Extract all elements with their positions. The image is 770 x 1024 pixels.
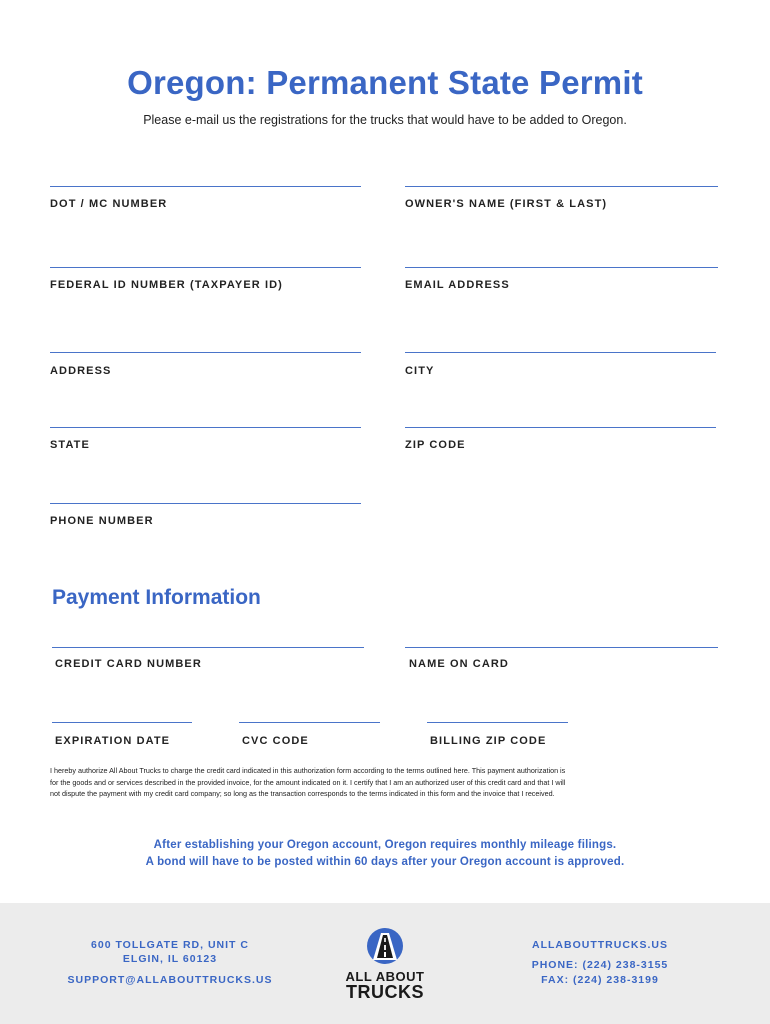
footer-address-line2: ELGIN, IL 60123	[122, 953, 218, 965]
phone-field[interactable]	[50, 503, 361, 504]
note-bond: A bond will have to be posted within 60 days after your Oregon account is approved.	[145, 856, 625, 868]
phone-label: PHONE NUMBER	[50, 515, 154, 527]
state-field[interactable]	[50, 427, 361, 428]
authorization-line: not dispute the payment with my credit card company; so long as the transaction corresponds to the terms indicated in this form and the invoice that I received.	[50, 789, 555, 798]
name-on-card-label: NAME ON CARD	[409, 658, 509, 670]
authorization-line: I hereby authorize All About Trucks to charge the credit card indicated in this authorization form according to the terms outlined here. This payment authorization is	[50, 766, 566, 775]
city-label: CITY	[405, 365, 435, 377]
footer-website-link[interactable]: ALLABOUTTRUCKS.US	[532, 939, 668, 951]
cvc-field[interactable]	[239, 722, 380, 723]
zip-label: ZIP CODE	[405, 439, 466, 451]
address-label: ADDRESS	[50, 365, 112, 377]
logo-text-all-about: ALL ABOUT	[345, 969, 425, 984]
city-field[interactable]	[405, 352, 716, 353]
owner-name-field[interactable]	[405, 186, 718, 187]
billing-zip-field[interactable]	[427, 722, 568, 723]
payment-section-title: Payment Information	[52, 586, 261, 609]
page-title: Oregon: Permanent State Permit	[127, 64, 643, 101]
footer-support-email[interactable]: SUPPORT@ALLABOUTTRUCKS.US	[67, 974, 273, 986]
footer	[0, 903, 770, 1024]
email-label: EMAIL ADDRESS	[405, 279, 510, 291]
zip-field[interactable]	[405, 427, 716, 428]
dot-mc-label: DOT / MC NUMBER	[50, 198, 168, 210]
billing-zip-label: BILLING ZIP CODE	[430, 735, 547, 747]
state-label: STATE	[50, 439, 90, 451]
footer-phone: PHONE: (224) 238-3155	[531, 959, 669, 971]
email-field[interactable]	[405, 267, 718, 268]
note-mileage-filings: After establishing your Oregon account, Oregon requires monthly mileage filings.	[153, 839, 617, 851]
authorization-text	[50, 765, 665, 800]
federal-id-field[interactable]	[50, 267, 361, 268]
authorization-line: for the goods and or services described in the provided invoice, for the amount indicated on it. I certify that I am an authorized user of this credit card and that I will	[50, 777, 566, 787]
dot-mc-field[interactable]	[50, 186, 361, 187]
address-field[interactable]	[50, 352, 361, 353]
logo-text-trucks: TRUCKS	[346, 982, 424, 1002]
federal-id-label: FEDERAL ID NUMBER (TAXPAYER ID)	[50, 279, 283, 291]
footer-address-line1: 600 TOLLGATE RD, UNIT C	[91, 939, 249, 951]
truck-road-logo-icon	[366, 927, 404, 965]
expiration-field[interactable]	[52, 722, 192, 723]
footer-fax: FAX: (224) 238-3199	[541, 974, 659, 986]
page-subtitle: Please e-mail us the registrations for the trucks that would have to be added to Oregon.	[143, 113, 627, 127]
credit-card-field[interactable]	[52, 647, 364, 648]
owner-name-label: OWNER'S NAME (FIRST & LAST)	[405, 198, 608, 210]
credit-card-label: CREDIT CARD NUMBER	[55, 658, 202, 670]
name-on-card-field[interactable]	[405, 647, 718, 648]
cvc-label: CVC CODE	[242, 735, 309, 747]
expiration-label: EXPIRATION DATE	[55, 735, 171, 747]
